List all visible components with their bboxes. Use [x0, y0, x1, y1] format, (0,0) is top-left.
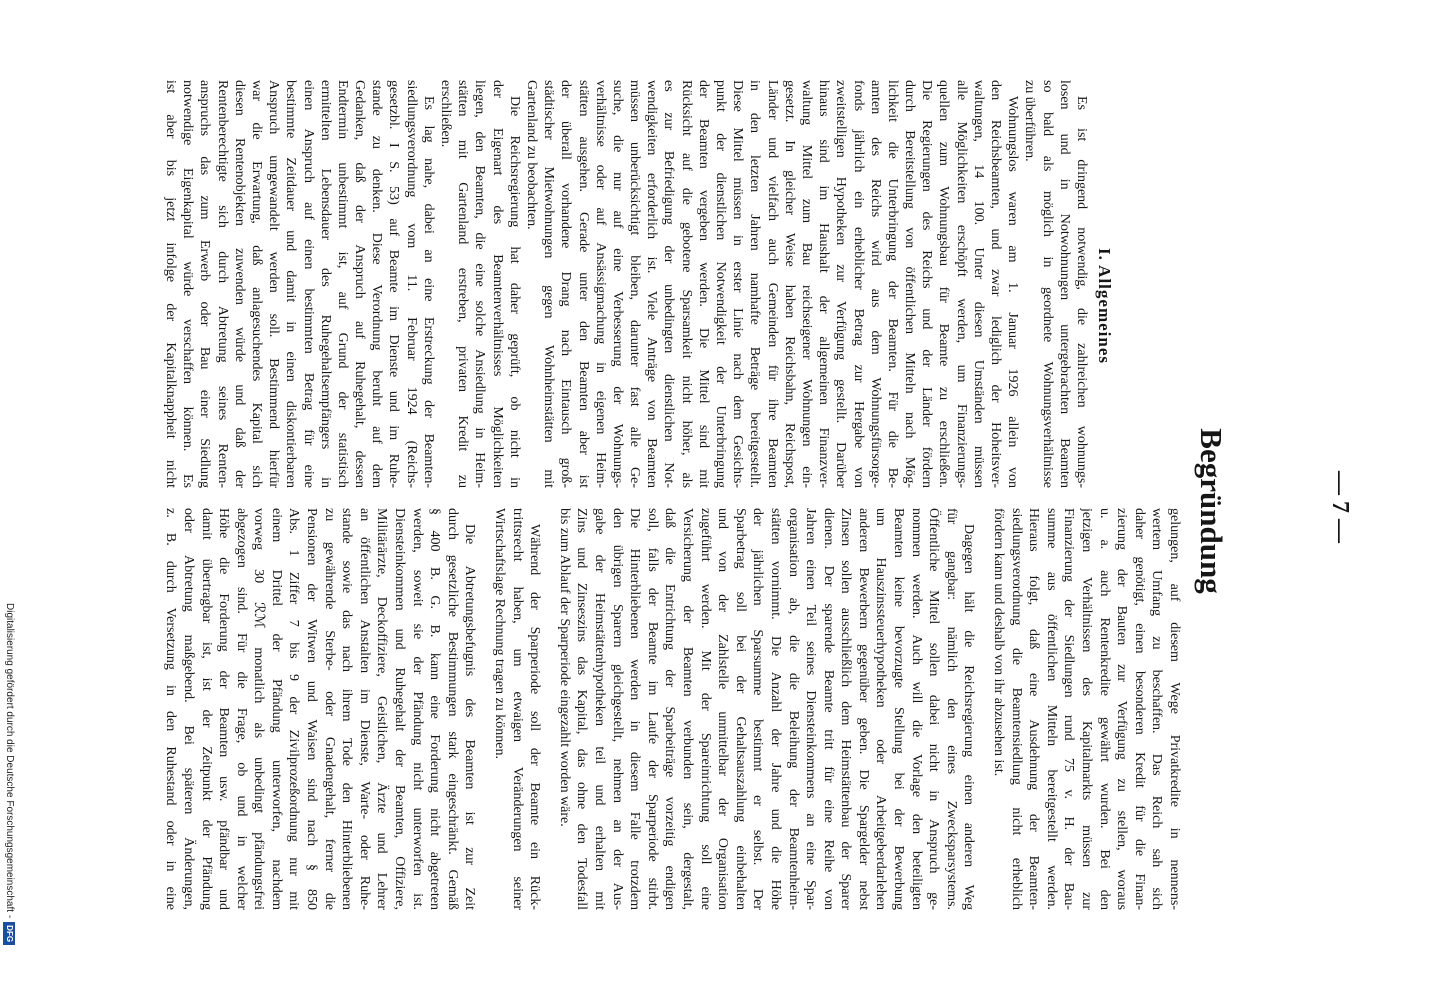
- text-line: gabe der Heimstättenhypotheken teil und erhalten mit: [592, 508, 607, 910]
- text-line: erschließen.: [438, 80, 454, 148]
- text-line: Wirtschaftslage Rechnung tragen zu können.: [492, 508, 508, 759]
- text-line: der Beamten vergeben werden. Die Mittel sind mit: [695, 80, 711, 488]
- text-line: gesetzt. In gleicher Weise haben Reichsbahn, Reichspost,: [781, 80, 797, 488]
- text-line: Gedanken, daß der Anspruch auf Ruhegehalt, dessen: [352, 80, 368, 488]
- text-line: so bald als möglich in geordnete Wohnungsverhältnisse: [1039, 80, 1055, 488]
- text-line: an öffentlichen Anstalten im Dienste, Warte- oder Ruhe-: [356, 508, 372, 910]
- paragraph: [437, 80, 523, 488]
- text-line: müssen unberücksichtigt bleiben, darunter fast alle Ge-: [627, 80, 643, 488]
- text-line: vorweg 30 ℛℳ monatlich als unbedingt pfändungsfrei: [251, 508, 267, 910]
- text-line: Länder und vielfach auch Gemeinden für ihre Beamten: [764, 80, 780, 488]
- text-line: Rentenberechtigte sich durch Abtretung seines Renten-: [214, 80, 230, 488]
- text-line: notwendige Eigenkapital würde verschaffen können. Es: [180, 80, 196, 488]
- text-line: Beamten keine bevorzugte Stellung bei der Bewerbung: [891, 508, 907, 910]
- text-line: Zins und Zinseszins das Kapital, das ohne den Todesfall: [574, 508, 590, 910]
- text-line: Anspruch umgewandelt werden soll. Bestimmend hierfür: [266, 80, 282, 488]
- text-line: der jährlichen Sparsumme bestimmt er selbst. Der: [750, 508, 766, 910]
- section-heading: I. Allgemeines: [1095, 248, 1114, 364]
- text-line: Gartenland zu beobachten.: [524, 80, 539, 230]
- text-line: fördern kann und deshalb von ihr abzusehen ist.: [991, 508, 1007, 777]
- text-line: den Reichsbeamten, und zwar lediglich der Hoheitsver-: [988, 80, 1004, 488]
- text-line: Versicherung der Beamten verbunden sein, dergestalt,: [679, 508, 695, 910]
- text-line: Höhe die Forderung der Beamten usw. pfändbar und: [216, 508, 232, 910]
- text-line: Es ist dringend notwendig, die zahlreichen wohnungs-: [1074, 96, 1089, 488]
- text-line: Hieraus folgt, daß eine Ausdehnung der Beamten-: [1026, 508, 1042, 910]
- text-line: punkt der dienstlichen Notwendigkeit der Unterbringung: [713, 80, 729, 488]
- text-line: fonds jährlich ein erheblicher Betrag zur Hergabe von: [850, 80, 866, 488]
- paragraph: [989, 508, 1183, 910]
- text-line: suche, die nur auf eine Verbesserung der Wohnungs-: [609, 80, 625, 488]
- text-line: Pensionen der Witwen und Waisen sind nach § 850: [304, 508, 320, 910]
- text-line: zweitstelligen Hypotheken zur Verfügung gestellt. Darüber: [833, 80, 849, 488]
- text-line: Diese Mittel müssen in erster Linie nach dem Gesichts-: [730, 80, 746, 488]
- right-column: [162, 508, 1183, 910]
- text-line: für gangbar: nämlich den eines Zwecksparsystems.: [943, 508, 959, 910]
- text-line: städtischer Mietwohnungen gegen Wohnheimstätten mit: [541, 80, 557, 488]
- text-line: dienen. Der sparende Beamte tritt für eine Reihe von: [820, 508, 836, 910]
- text-line: quellen zum Wohnungsbau für Beamte zu erschließen.: [936, 80, 952, 488]
- text-line: hinaus sind im Haushalt der allgemeinen Finanzver-: [816, 80, 832, 488]
- text-line: waltung Mittel zum Bau reichseigener Wohnungen ein-: [799, 80, 814, 488]
- text-line: liegen, den Beamten, die eine solche Ansiedlung in Heim-: [472, 80, 488, 488]
- text-line: stande sowie das nach ihrem Tode den Hinterbliebenen: [339, 508, 355, 910]
- text-line: Die Reichsregierung hat daher geprüft, ob nicht in: [506, 96, 522, 488]
- left-column: [162, 80, 1090, 488]
- text-line: anspruchs das zum Erwerb oder Bau einer Siedlung: [197, 80, 213, 488]
- text-line: stätten mit Gartenland erstreben, privaten Kredit zu: [455, 80, 471, 488]
- text-line: gelungen, auf diesem Wege Privatkredite in nennens-: [1167, 508, 1182, 910]
- text-line: zierung der Bauten zur Verfügung zu stellen, woraus: [1114, 508, 1130, 910]
- text-line: es zur Befriedigung der unbedingten dienstlichen Not-: [661, 80, 677, 488]
- text-line: gesetzbl. I S. 53) auf Beamte im Dienste und im Ruhe-: [386, 80, 402, 488]
- text-line: waltungen, 14 100. Unter diesen Umständen müssen: [970, 80, 986, 488]
- text-line: durch gesetzliche Bestimmungen stark eingeschränkt. Gemäß: [444, 508, 460, 910]
- paragraph: [1021, 80, 1090, 488]
- text-line: siedlungsverordnung vom 11. Februar 1924 (Reichs-: [403, 80, 419, 488]
- text-line: Die Hinterbliebenen werden in diesem Falle trotzdem: [627, 508, 643, 910]
- text-line: Militärärzte, Deckoffiziere, Geistlichen, Ärzte und Lehrer: [374, 508, 390, 910]
- paragraph: [490, 508, 543, 910]
- text-line: jetzigen Verhältnissen des Kapitalmarkts müssen zur: [1079, 508, 1095, 910]
- text-line: verhältnisse oder auf Ansässigmachung in eigenen Heim-: [592, 80, 608, 488]
- text-line: siedlungsverordnung die Beamtensiedlung nicht erheblich: [1008, 508, 1024, 910]
- text-line: in den letzten Jahren namhafte Beträge bereitgestellt.: [747, 80, 763, 488]
- text-line: und von der Zahlstelle unmittelbar der Organisation: [715, 508, 731, 910]
- text-line: daher genötigt, einen besonderen Kredit für die Finan-: [1131, 508, 1147, 910]
- text-line: der Eigenart des Beamtenverhältnisses Möglichkeiten: [489, 80, 505, 488]
- text-line: soll, falls der Beamte im Laufe der Sparperiode stirbt.: [644, 508, 660, 910]
- text-line: der überall vorhandene Drang nach Eintausch groß-: [558, 80, 574, 488]
- credit-text: Digitalisierung gefördert durch die Deutsche Forschungsgemeinschaft -: [4, 603, 15, 919]
- text-line: stätten ausgehen. Gerade unter den Beamten aber ist: [575, 80, 591, 488]
- text-line: daß die Entrichtung der Sparbeiträge vorzeitig endigen: [662, 508, 678, 910]
- text-line: Während der Sparperiode soll der Beamte ein Rück-: [527, 524, 543, 910]
- text-line: Diensteinkommen und Ruhegehalt der Beamten, Offiziere,: [392, 508, 408, 910]
- text-line: ermittelten Lebensdauer des Ruhegehaltsempfängers in: [317, 80, 333, 488]
- text-line: alle Möglichkeiten erschöpft werden, um Finanzierungs-: [953, 80, 969, 488]
- text-line: Jahren einen Teil seines Diensteinkommens an eine Spar-: [803, 508, 819, 910]
- text-line: nommen werden. Auch will die Vorlage den beteiligten: [908, 508, 924, 910]
- text-line: stätten vornimmt. Die Anzahl der Jahre und die Höhe: [767, 508, 783, 910]
- text-line: wertem Umfang zu beschaffen. Das Reich sah sich: [1149, 508, 1165, 910]
- page-title: Begründung: [1194, 428, 1229, 594]
- text-line: durch Bereitstellung von öffentlichen Mitteln nach Mög-: [902, 80, 918, 488]
- text-line: Finanzierung der Siedlungen rund 75 v. H. der Bau-: [1061, 508, 1077, 910]
- text-line: Dagegen hält die Reichsregierung einen anderen Weg: [961, 524, 977, 910]
- text-line: um Hauszinssteuerhypotheken oder Arbeitgeberdarlehen: [873, 508, 889, 910]
- text-line: diesen Rentenobjekten zuwenden würde und daß der: [231, 80, 247, 488]
- text-line: damit übertragbar ist, ist der Zeitpunkt der Pfändung: [198, 508, 214, 910]
- text-line: Es lag nahe, dabei an eine Erstreckung der Beamten-: [420, 96, 436, 488]
- digitization-credit: [3, 603, 16, 993]
- text-line: losen und in Notwohnungen untergebrachten Beamten: [1056, 80, 1072, 488]
- text-line: ist aber bis jetzt infolge der Kapitalknappheit nicht: [163, 80, 179, 488]
- text-line: den übrigen Sparern gleichgestellt, nehmen an der Aus-: [609, 508, 625, 910]
- text-line: u. a. auch Rentenkredite gewährt wurden. Bei den: [1096, 508, 1112, 910]
- text-line: Rücksicht auf die gebotene Sparsamkeit nicht höher, als: [678, 80, 694, 488]
- text-line: werden, soweit sie der Pfändung nicht unterworfen ist.: [409, 508, 425, 910]
- text-line: stande zu denken. Diese Verordnung beruht auf dem: [369, 80, 385, 488]
- text-line: z. B. durch Versetzung in den Ruhestand oder in eine: [163, 508, 179, 910]
- text-line: zugeführt werden. Mit der Spareinrichtung soll eine: [697, 508, 713, 910]
- text-line: zu gewährende Sterbe- oder Gnadengehalt, ferner die: [321, 508, 337, 910]
- paragraph: [555, 508, 977, 910]
- text-line: einem Drittel der Pfändung unterworfen, nachdem: [268, 508, 284, 910]
- text-line: Endtermin unbestimmt ist, auf Grund der statistisch: [334, 80, 350, 488]
- paragraph: [162, 80, 437, 488]
- text-line: Öffentliche Mittel sollen dabei nicht in Anspruch ge-: [926, 508, 942, 910]
- text-line: Sparbetrag soll bei der Gehaltsauszahlung einbehalten: [732, 508, 748, 910]
- text-line: einen Anspruch auf einen bestimmten Betrag für eine: [300, 80, 316, 488]
- text-line: trittsrecht haben, um etwaigen Veränderungen seiner: [509, 508, 525, 910]
- paragraph: [523, 80, 1021, 488]
- text-line: war die Erwartung, daß anlagesuchendes Kapital sich: [249, 80, 264, 488]
- text-line: summe aus öffentlichen Mitteln bereitgestellt werden.: [1043, 508, 1059, 910]
- text-line: § 400 B. G. B. kann eine Forderung nicht abgetreten: [427, 508, 443, 910]
- text-line: bis zum Ablauf der Sparperiode eingezahlt worden wäre.: [556, 508, 572, 827]
- text-line: organisation ab, die die Beleihung der Beamtenheim-: [785, 508, 801, 910]
- text-line: Zinsen sollen ausschließlich dem Heimstättenbau der Sparer: [838, 508, 854, 910]
- paragraph: [162, 508, 479, 910]
- text-line: zu überführen.: [1022, 80, 1038, 162]
- text-line: bestimmte Zeitdauer und damit in einen diskontierbaren: [283, 80, 299, 488]
- text-line: amten des Reichs wird aus dem Wohnungsfürsorge-: [867, 80, 883, 488]
- page-number: — 7 —: [1327, 471, 1353, 543]
- text-line: abgezogen sind. Für die Frage, ob und in welcher: [233, 508, 249, 910]
- document-page: [130, 60, 1370, 930]
- text-line: oder Abtretung maßgebend. Bei späteren Änderungen,: [180, 508, 196, 910]
- text-line: Abs. 1 Ziffer 7 bis 9 der Zivilprozeßordnung nur mit: [286, 508, 302, 910]
- text-line: wendigkeiten erforderlich ist. Viele Anträge von Beamten: [644, 80, 660, 488]
- text-line: anderen Bewerbern gegenüber geben. Die Spargelder nebst: [855, 508, 871, 910]
- text-line: Wohnungslos waren am 1. Januar 1926 allein von: [1005, 96, 1021, 488]
- text-line: Die Regierungen des Reichs und der Länder fördern: [919, 80, 935, 488]
- text-line: Die Abtretungsbefugnis des Beamten ist zur Zeit: [462, 524, 478, 910]
- dfg-logo: DFG: [4, 922, 16, 945]
- text-line: lichkeit die Unterbringung der Beamten. Für die Be-: [884, 80, 900, 488]
